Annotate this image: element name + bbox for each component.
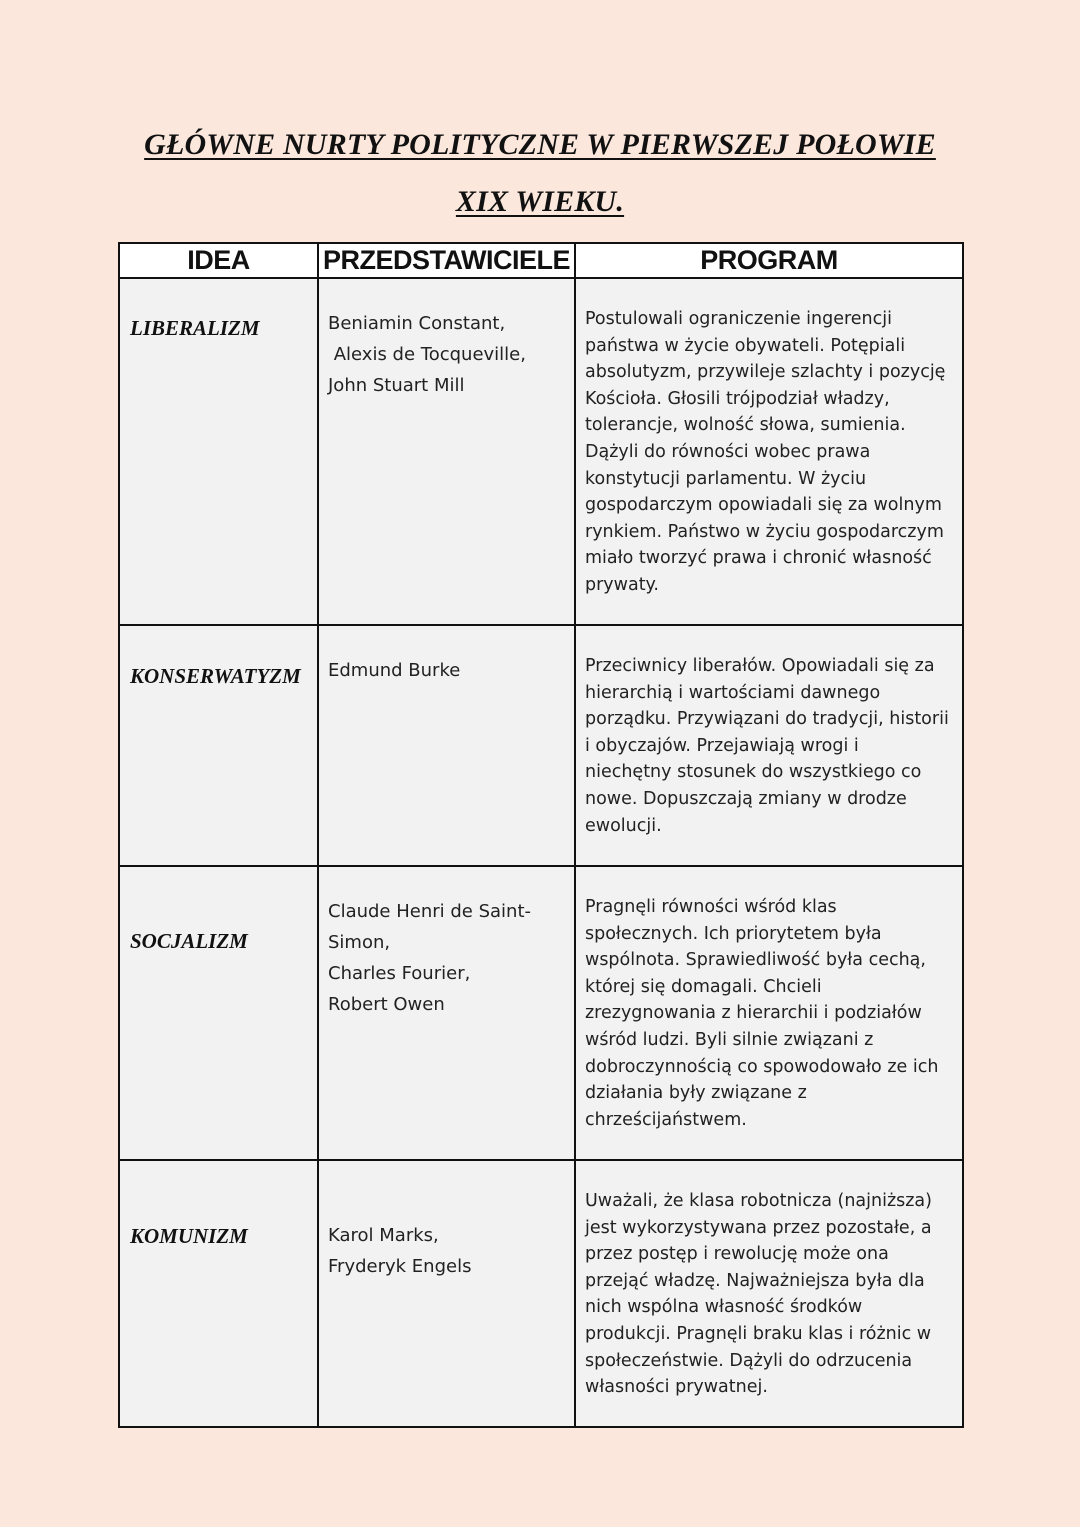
header-program: PROGRAM	[575, 243, 963, 278]
program-line: przez postęp i rewolucję może ona	[585, 1244, 889, 1265]
program-line: społecznych. Ich priorytetem była	[585, 923, 882, 944]
table-row-komunizm	[119, 1160, 963, 1427]
program-line: gospodarczym opowiadali się za wolnym	[585, 495, 942, 516]
program-line: absolutyzm, przywileje szlachty i pozycję	[585, 362, 946, 383]
idea-label: SOCJALIZM	[130, 929, 248, 953]
representative: Beniamin Constant,	[328, 313, 506, 334]
idea-cell	[119, 278, 318, 625]
program-line: własności prywatnej.	[585, 1377, 768, 1398]
program-line: i obyczajów. Przejawiają wrogi i	[585, 735, 859, 756]
program-line: ewolucji.	[585, 815, 662, 836]
program-line: której się domagali. Chcieli	[585, 976, 822, 997]
program-line: Dążyli do równości wobec prawa	[585, 441, 871, 462]
program-line: społeczeństwie. Dążyli do odrzucenia	[585, 1350, 913, 1371]
header-idea: IDEA	[119, 243, 318, 278]
program-line: tolerancje, wolność słowa, sumienia.	[585, 415, 906, 436]
program-line: nich wspólna własność środków	[585, 1297, 863, 1318]
program-line: chrześcijaństwem.	[585, 1109, 747, 1130]
header-representatives: PRZEDSTAWICIELE	[318, 243, 575, 278]
program-line: Uważali, że klasa robotnicza (najniższa)	[585, 1191, 932, 1211]
program-cell	[575, 278, 963, 625]
program-line: niechętny stosunek do wszystkiego co	[585, 762, 922, 783]
table-row-konserwatyzm	[119, 625, 963, 866]
idea-cell	[119, 866, 318, 1160]
representative: Fryderyk Engels	[328, 1256, 472, 1277]
page-title-line-1: GŁÓWNE NURTY POLITYCZNE W PIERWSZEJ POŁOWIE	[144, 128, 936, 161]
representative: Simon,	[328, 932, 391, 953]
page-title-line-2: XIX WIEKU.	[455, 185, 625, 218]
table-row-socjalizm	[119, 866, 963, 1160]
program-text	[576, 1161, 962, 1401]
representative: Alexis de Tocqueville,	[328, 344, 526, 365]
idea-label: LIBERALIZM	[130, 316, 260, 340]
representatives-cell	[318, 866, 575, 1160]
representatives-cell	[318, 1160, 575, 1427]
program-line: rynkiem. Państwo w życiu gospodarczym	[585, 521, 944, 542]
representative: Robert Owen	[328, 994, 445, 1015]
program-cell	[575, 1160, 963, 1427]
table-header-row	[119, 243, 963, 278]
program-line: działania były związane z	[585, 1083, 807, 1104]
representative: Edmund Burke	[328, 660, 461, 681]
idea-label: KONSERWATYZM	[130, 664, 301, 688]
program-line: konstytucji parlamentu. W życiu	[585, 468, 867, 489]
program-line: hierarchią i wartościami dawnego	[585, 682, 881, 703]
representatives-cell	[318, 278, 575, 625]
program-line: Pragnęli równości wśród klas	[585, 897, 837, 917]
representatives-cell	[318, 625, 575, 866]
program-line: wspólnota. Sprawiedliwość była cechą,	[585, 950, 926, 971]
program-line: miało tworzyć prawa i chronić własność	[585, 548, 932, 569]
program-line: Kościoła. Głosili trójpodział władzy,	[585, 388, 890, 409]
idea-cell	[119, 625, 318, 866]
program-line: wśród ludzi. Byli silnie związani z	[585, 1029, 874, 1050]
representative: Karol Marks,	[328, 1225, 439, 1246]
program-text	[576, 626, 962, 839]
political-movements-table	[118, 242, 964, 1428]
table-row-liberalizm	[119, 278, 963, 625]
program-cell	[575, 625, 963, 866]
program-line: państwa w życie obywateli. Potępiali	[585, 335, 906, 356]
program-line: dobroczynnością co spowodowało ze ich	[585, 1056, 939, 1077]
program-line: jest wykorzystywana przez pozostałe, a	[585, 1217, 932, 1238]
program-line: Postulowali ograniczenie ingerencji	[585, 309, 892, 329]
program-line: zrezygnowania z hierarchii i podziałów	[585, 1003, 922, 1024]
program-line: porządku. Przywiązani do tradycji, historii	[585, 709, 949, 730]
idea-label: KOMUNIZM	[130, 1224, 248, 1248]
program-text	[576, 867, 962, 1133]
program-cell	[575, 866, 963, 1160]
program-line: Przeciwnicy liberałów. Opowiadali się za	[585, 656, 935, 676]
program-line: przejąć władzę. Najważniejsza była dla	[585, 1270, 925, 1291]
representative: John Stuart Mill	[328, 375, 465, 396]
program-line: prywaty.	[585, 574, 659, 595]
representative: Claude Henri de Saint-	[328, 901, 532, 922]
program-text	[576, 279, 962, 599]
program-line: nowe. Dopuszczają zmiany w drodze	[585, 788, 907, 809]
program-line: produkcji. Pragnęli braku klas i różnic w	[585, 1323, 932, 1344]
representative: Charles Fourier,	[328, 963, 471, 984]
idea-cell	[119, 1160, 318, 1427]
